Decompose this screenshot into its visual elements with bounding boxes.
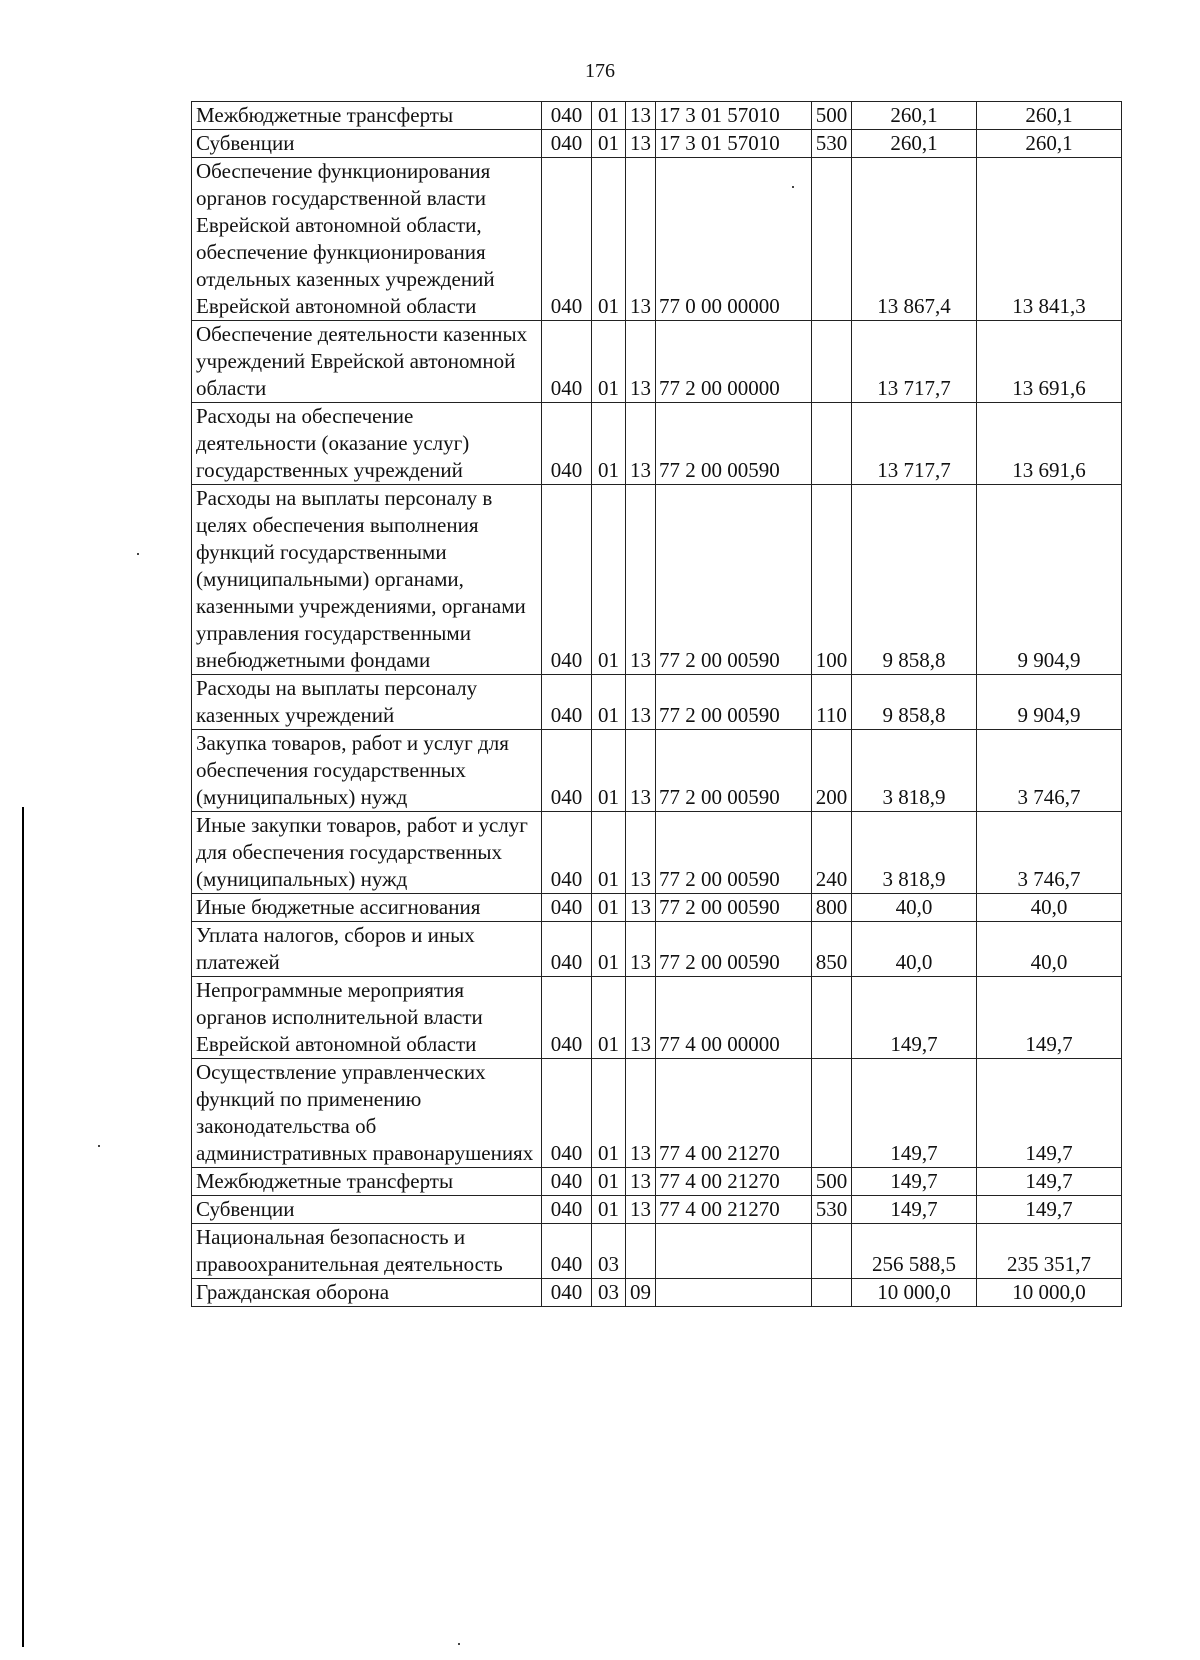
row-name: Уплата налогов, сборов и иных платежей <box>192 922 542 977</box>
row-sum-year2: 10 000,0 <box>977 1279 1122 1307</box>
row-subsection-code: 13 <box>626 894 656 922</box>
row-name: Национальная безопасность и правоохранительная деятельность <box>192 1224 542 1279</box>
row-section-code: 01 <box>592 403 626 485</box>
row-subsection-code: 13 <box>626 158 656 321</box>
row-name: Непрограммные мероприятия органов исполнительной власти Еврейской автономной области <box>192 977 542 1059</box>
row-sum-year1: 149,7 <box>852 1059 977 1168</box>
table-row <box>192 321 1122 403</box>
row-expense-type: 200 <box>812 730 852 812</box>
row-ved-code: 040 <box>542 1279 592 1307</box>
row-target-article: 77 2 00 00590 <box>656 730 812 812</box>
row-section-code: 01 <box>592 675 626 730</box>
row-name: Обеспечение функционирования органов государственной власти Еврейской автономной области, обеспечение функционирования отдельных казенных учреждений Еврейской автономной области <box>192 158 542 321</box>
row-sum-year2: 13 691,6 <box>977 403 1122 485</box>
row-subsection-code: 09 <box>626 1279 656 1307</box>
table-row <box>192 812 1122 894</box>
row-expense-type <box>812 1059 852 1168</box>
row-name: Иные закупки товаров, работ и услуг для обеспечения государственных (муниципальных) нужд <box>192 812 542 894</box>
row-target-article: 77 2 00 00000 <box>656 321 812 403</box>
row-section-code: 01 <box>592 977 626 1059</box>
row-name: Межбюджетные трансферты <box>192 102 542 130</box>
budget-table <box>191 101 1122 1307</box>
row-sum-year2: 40,0 <box>977 922 1122 977</box>
row-subsection-code: 13 <box>626 977 656 1059</box>
row-target-article: 77 2 00 00590 <box>656 403 812 485</box>
row-sum-year1: 260,1 <box>852 102 977 130</box>
row-target-article: 77 2 00 00590 <box>656 485 812 675</box>
row-expense-type: 850 <box>812 922 852 977</box>
row-sum-year1: 260,1 <box>852 130 977 158</box>
row-ved-code: 040 <box>542 1196 592 1224</box>
row-section-code: 01 <box>592 158 626 321</box>
row-expense-type <box>812 1279 852 1307</box>
table-row <box>192 1224 1122 1279</box>
row-ved-code: 040 <box>542 675 592 730</box>
budget-table-body <box>192 102 1122 1307</box>
row-sum-year2: 149,7 <box>977 977 1122 1059</box>
row-target-article: 77 4 00 21270 <box>656 1059 812 1168</box>
row-name: Гражданская оборона <box>192 1279 542 1307</box>
row-sum-year2: 3 746,7 <box>977 730 1122 812</box>
scan-speck <box>458 1643 460 1645</box>
table-row <box>192 1059 1122 1168</box>
row-section-code: 01 <box>592 321 626 403</box>
row-sum-year2: 149,7 <box>977 1196 1122 1224</box>
table-row <box>192 1279 1122 1307</box>
table-row <box>192 158 1122 321</box>
row-name: Обеспечение деятельности казенных учреждений Еврейской автономной области <box>192 321 542 403</box>
row-expense-type: 530 <box>812 1196 852 1224</box>
row-name: Закупка товаров, работ и услуг для обеспечения государственных (муниципальных) нужд <box>192 730 542 812</box>
table-row <box>192 977 1122 1059</box>
row-sum-year1: 13 717,7 <box>852 321 977 403</box>
row-subsection-code: 13 <box>626 922 656 977</box>
row-subsection-code: 13 <box>626 485 656 675</box>
row-target-article: 77 0 00 00000 <box>656 158 812 321</box>
row-subsection-code: 13 <box>626 102 656 130</box>
row-ved-code: 040 <box>542 894 592 922</box>
row-ved-code: 040 <box>542 730 592 812</box>
scan-speck <box>137 553 139 555</box>
table-row <box>192 1196 1122 1224</box>
row-section-code: 01 <box>592 894 626 922</box>
page-number: 176 <box>585 60 615 82</box>
row-sum-year1: 3 818,9 <box>852 730 977 812</box>
table-row <box>192 403 1122 485</box>
row-expense-type: 240 <box>812 812 852 894</box>
row-target-article: 17 3 01 57010 <box>656 130 812 158</box>
row-section-code: 01 <box>592 1059 626 1168</box>
row-sum-year1: 149,7 <box>852 1196 977 1224</box>
row-sum-year1: 9 858,8 <box>852 675 977 730</box>
row-ved-code: 040 <box>542 403 592 485</box>
row-sum-year2: 260,1 <box>977 102 1122 130</box>
row-section-code: 01 <box>592 102 626 130</box>
row-name: Расходы на обеспечение деятельности (оказание услуг) государственных учреждений <box>192 403 542 485</box>
row-expense-type: 100 <box>812 485 852 675</box>
row-sum-year1: 9 858,8 <box>852 485 977 675</box>
row-expense-type: 110 <box>812 675 852 730</box>
row-section-code: 03 <box>592 1279 626 1307</box>
row-ved-code: 040 <box>542 977 592 1059</box>
row-sum-year1: 13 867,4 <box>852 158 977 321</box>
row-sum-year2: 9 904,9 <box>977 675 1122 730</box>
row-sum-year2: 235 351,7 <box>977 1224 1122 1279</box>
row-sum-year1: 13 717,7 <box>852 403 977 485</box>
row-target-article: 77 2 00 00590 <box>656 894 812 922</box>
row-section-code: 01 <box>592 130 626 158</box>
row-subsection-code <box>626 1224 656 1279</box>
row-section-code: 01 <box>592 485 626 675</box>
row-ved-code: 040 <box>542 1224 592 1279</box>
scan-speck <box>98 1145 100 1147</box>
row-ved-code: 040 <box>542 130 592 158</box>
row-expense-type: 530 <box>812 130 852 158</box>
row-name: Расходы на выплаты персоналу казенных учреждений <box>192 675 542 730</box>
row-sum-year1: 40,0 <box>852 922 977 977</box>
row-section-code: 01 <box>592 1168 626 1196</box>
row-sum-year2: 9 904,9 <box>977 485 1122 675</box>
row-target-article: 77 2 00 00590 <box>656 922 812 977</box>
row-ved-code: 040 <box>542 1059 592 1168</box>
table-row <box>192 1168 1122 1196</box>
row-target-article: 77 2 00 00590 <box>656 812 812 894</box>
table-row <box>192 102 1122 130</box>
row-expense-type <box>812 158 852 321</box>
row-subsection-code: 13 <box>626 812 656 894</box>
table-row <box>192 485 1122 675</box>
row-sum-year2: 260,1 <box>977 130 1122 158</box>
row-ved-code: 040 <box>542 158 592 321</box>
row-sum-year1: 3 818,9 <box>852 812 977 894</box>
row-sum-year1: 256 588,5 <box>852 1224 977 1279</box>
row-name: Субвенции <box>192 1196 542 1224</box>
row-section-code: 01 <box>592 1196 626 1224</box>
row-target-article: 77 2 00 00590 <box>656 675 812 730</box>
row-section-code: 01 <box>592 922 626 977</box>
row-sum-year2: 13 841,3 <box>977 158 1122 321</box>
row-sum-year2: 13 691,6 <box>977 321 1122 403</box>
row-sum-year1: 149,7 <box>852 977 977 1059</box>
row-target-article: 77 4 00 21270 <box>656 1168 812 1196</box>
row-subsection-code: 13 <box>626 1059 656 1168</box>
row-sum-year2: 149,7 <box>977 1059 1122 1168</box>
table-row <box>192 730 1122 812</box>
row-name: Осуществление управленческих функций по применению законодательства об административных правонарушениях <box>192 1059 542 1168</box>
table-row <box>192 675 1122 730</box>
row-subsection-code: 13 <box>626 1196 656 1224</box>
row-sum-year1: 149,7 <box>852 1168 977 1196</box>
row-expense-type <box>812 403 852 485</box>
scan-speck <box>792 186 794 188</box>
row-subsection-code: 13 <box>626 403 656 485</box>
row-ved-code: 040 <box>542 812 592 894</box>
row-name: Расходы на выплаты персоналу в целях обеспечения выполнения функций государственными (муниципальными) органами, казенными учреждениями, органами управления государственными внебюджетными фондами <box>192 485 542 675</box>
row-sum-year2: 3 746,7 <box>977 812 1122 894</box>
row-subsection-code: 13 <box>626 1168 656 1196</box>
row-name: Иные бюджетные ассигнования <box>192 894 542 922</box>
scan-margin-line <box>22 807 24 1647</box>
row-section-code: 01 <box>592 730 626 812</box>
table-row <box>192 894 1122 922</box>
row-target-article <box>656 1224 812 1279</box>
row-name: Межбюджетные трансферты <box>192 1168 542 1196</box>
row-expense-type: 800 <box>812 894 852 922</box>
row-ved-code: 040 <box>542 485 592 675</box>
row-ved-code: 040 <box>542 1168 592 1196</box>
row-sum-year2: 40,0 <box>977 894 1122 922</box>
row-target-article: 77 4 00 21270 <box>656 1196 812 1224</box>
row-target-article: 77 4 00 00000 <box>656 977 812 1059</box>
row-ved-code: 040 <box>542 321 592 403</box>
row-expense-type <box>812 1224 852 1279</box>
row-sum-year1: 40,0 <box>852 894 977 922</box>
row-name: Субвенции <box>192 130 542 158</box>
row-section-code: 01 <box>592 812 626 894</box>
row-subsection-code: 13 <box>626 730 656 812</box>
row-target-article <box>656 1279 812 1307</box>
row-subsection-code: 13 <box>626 321 656 403</box>
row-subsection-code: 13 <box>626 675 656 730</box>
row-expense-type <box>812 977 852 1059</box>
table-row <box>192 130 1122 158</box>
row-sum-year1: 10 000,0 <box>852 1279 977 1307</box>
row-expense-type: 500 <box>812 1168 852 1196</box>
row-sum-year2: 149,7 <box>977 1168 1122 1196</box>
table-row <box>192 922 1122 977</box>
row-section-code: 03 <box>592 1224 626 1279</box>
row-ved-code: 040 <box>542 102 592 130</box>
row-ved-code: 040 <box>542 922 592 977</box>
row-expense-type: 500 <box>812 102 852 130</box>
row-expense-type <box>812 321 852 403</box>
row-subsection-code: 13 <box>626 130 656 158</box>
row-target-article: 17 3 01 57010 <box>656 102 812 130</box>
